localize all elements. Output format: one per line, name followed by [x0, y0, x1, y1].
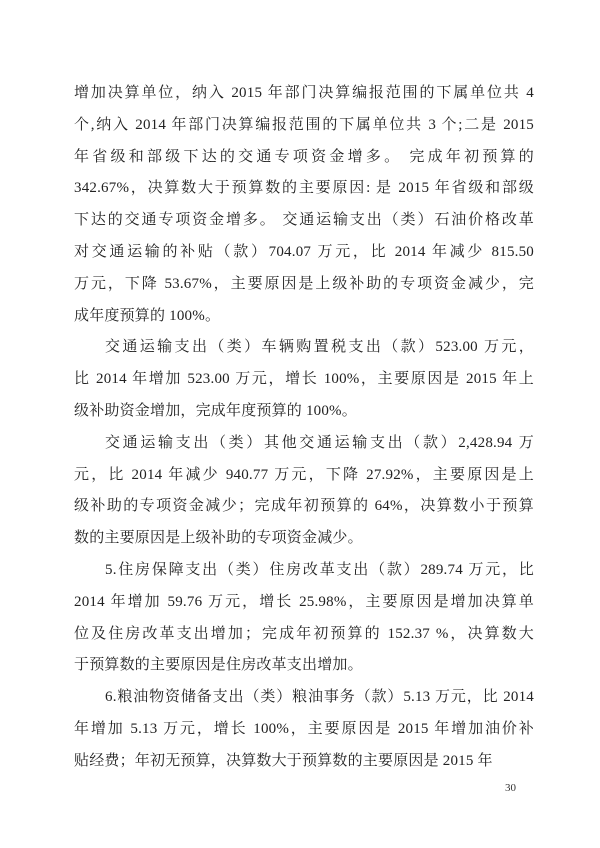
text-line: 于预算数的主要原因是住房改革支出增加。 — [74, 657, 363, 674]
text-line: 年增加 5.13 万元，增长 100%，主要原因是 2015 年增加油价补 — [74, 720, 534, 737]
text-line: 对交通运输的补贴（款）704.07 万元，比 2014 年减少 815.50 — [74, 243, 534, 260]
text-line: 数的主要原因是上级补助的专项资金减少。 — [74, 530, 363, 547]
text-line: 个,纳入 2014 年部门决算编报范围的下属单位共 3 个;二是 2015 — [74, 116, 534, 133]
text-line: 下达的交通专项资金增多。 交通运输支出（类）石油价格改革 — [74, 212, 534, 229]
text-line: 年省级和部级下达的交通专项资金增多。 完成年初预算的 — [74, 148, 534, 165]
page-number: 30 — [505, 782, 516, 794]
text-line: 交通运输支出（类）车辆购置税支出（款）523.00 万元， — [105, 339, 534, 356]
text-line: 增加决算单位，纳入 2015 年部门决算编报范围的下属单位共 4 — [74, 85, 534, 101]
text-line: 级补助的专项资金减少；完成年初预算的 64%，决算数小于预算 — [74, 498, 534, 515]
text-line: 万元，下降 53.67%，主要原因是上级补助的专项资金减少，完 — [74, 275, 534, 292]
text-line: 成年度预算的 100%。 — [74, 307, 221, 324]
text-line: 位及住房改革支出增加；完成年初预算的 152.37 %，决算数大 — [74, 625, 534, 642]
text-line: 级补助资金增加，完成年度预算的 100%。 — [74, 402, 357, 419]
text-line: 5.住房保障支出（类）住房改革支出（款）289.74 万元，比 — [105, 561, 534, 578]
text-line: 交通运输支出（类）其他交通运输支出（款）2,428.94 万 — [105, 434, 534, 451]
body-text-column — [74, 78, 534, 778]
text-line: 比 2014 年增加 523.00 万元，增长 100%，主要原因是 2015 年上 — [74, 371, 534, 388]
text-line: 342.67%，决算数大于预算数的主要原因: 是 2015 年省级和部级 — [74, 180, 534, 197]
text-line: 元，比 2014 年减少 940.77 万元，下降 27.92%，主要原因是上 — [74, 466, 534, 483]
text-line: 6.粮油物资储备支出（类）粮油事务（款）5.13 万元，比 2014 — [105, 689, 534, 706]
text-line: 贴经费；年初无预算，决算数大于预算数的主要原因是 2015 年 — [74, 752, 493, 769]
text-line: 2014 年增加 59.76 万元，增长 25.98%，主要原因是增加决算单 — [74, 593, 534, 610]
